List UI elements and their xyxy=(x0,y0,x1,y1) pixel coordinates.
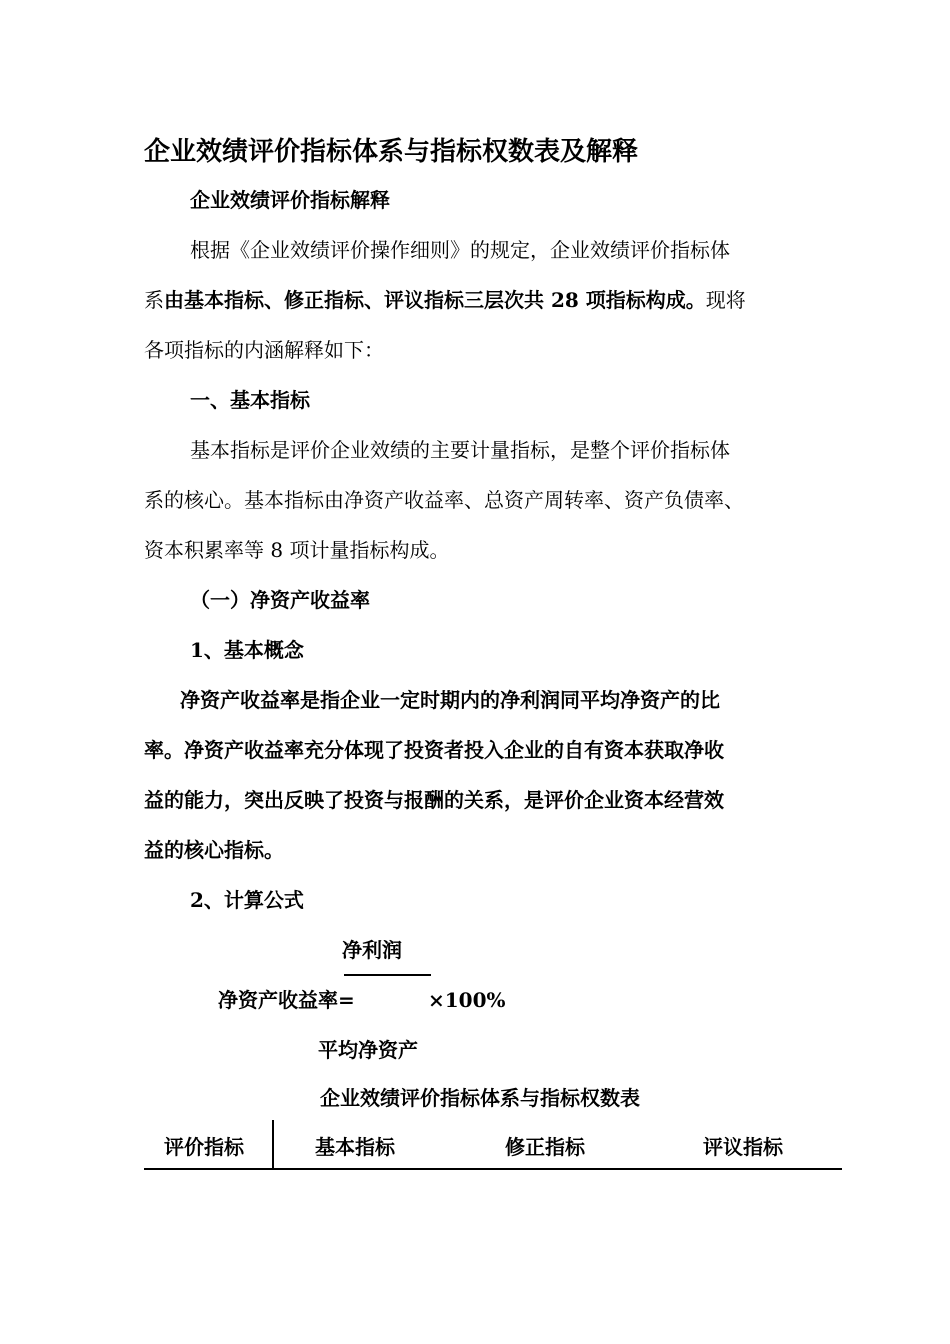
formula-denominator: 平均净资产 xyxy=(318,1038,418,1062)
concept-heading: 1、基本概念 xyxy=(190,638,304,662)
intro-line-1: 根据《企业效绩评价操作细则》的规定，企业效绩评价指标体 xyxy=(190,238,730,262)
intro-line-2 xyxy=(144,286,746,314)
table-title: 企业效绩评价指标体系与指标权数表 xyxy=(320,1086,640,1110)
fraction-bar xyxy=(344,974,431,976)
formula-numerator: 净利润 xyxy=(342,938,402,962)
table-horizontal-rule xyxy=(144,1168,842,1170)
intro-line-2-bold: 由基本指标、修正指标、评议指标三层次共 28 项指标构成。 xyxy=(164,288,706,312)
subtitle: 企业效绩评价指标解释 xyxy=(190,188,390,212)
table-header-basic: 基本指标 xyxy=(315,1135,395,1159)
document-title: 企业效绩评价指标体系与指标权数表及解释 xyxy=(144,137,639,167)
formula-multiplier: ×100% xyxy=(428,988,506,1012)
concept-line-3: 益的能力，突出反映了投资与报酬的关系，是评价企业资本经营效 xyxy=(144,788,724,812)
intro-line-3: 各项指标的内涵解释如下： xyxy=(144,338,384,362)
concept-line-1: 净资产收益率是指企业一定时期内的净利润同平均净资产的比 xyxy=(180,688,720,712)
concept-line-2: 率。净资产收益率充分体现了投资者投入企业的自有资本获取净收 xyxy=(144,738,724,762)
table-header-evaluation: 评价指标 xyxy=(164,1135,244,1159)
table-vertical-rule xyxy=(272,1120,274,1168)
formula-heading: 2、计算公式 xyxy=(190,888,304,912)
intro-line-2-normal: 系 xyxy=(144,288,164,312)
table-header-review: 评议指标 xyxy=(703,1135,783,1159)
concept-line-4: 益的核心指标。 xyxy=(144,838,284,862)
section1-para-line-1: 基本指标是评价企业效绩的主要计量指标，是整个评价指标体 xyxy=(190,438,730,462)
subsection-heading-roe: （一）净资产收益率 xyxy=(190,588,370,612)
intro-line-2-tail: 现将 xyxy=(705,288,746,312)
section1-para-line-3: 资本积累率等 8 项计量指标构成。 xyxy=(144,538,450,562)
table-header-adjust: 修正指标 xyxy=(505,1135,585,1159)
formula-lhs: 净资产收益率= xyxy=(218,988,355,1012)
section1-para-line-2: 系的核心。基本指标由净资产收益率、总资产周转率、资产负债率、 xyxy=(144,488,744,512)
section-heading-basic: 一、基本指标 xyxy=(190,388,310,412)
